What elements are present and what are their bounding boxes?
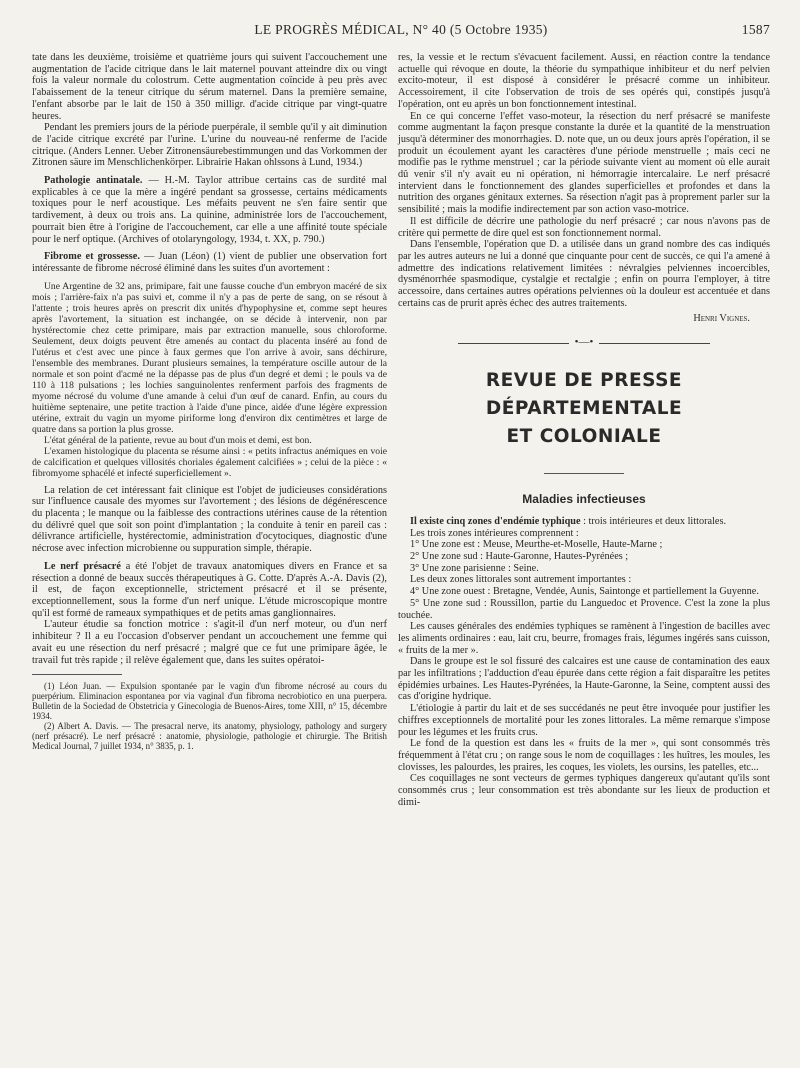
paragraph-nerve-function: L'auteur étudie sa fonction motrice : s'agit-il d'un nerf moteur, ou d'un nerf inhibiteur ? Il a eu l'occasion d'observer pendant un accouchement une femme qui avait eu une résection du nerf présacré ; malgré que ce fut une primipare âgée, le travail fut très rapide ; il relève également que, dans les suites opératoi- <box>32 619 387 666</box>
heading-fibroma-pregnancy: Fibrome et grossesse. <box>44 251 140 263</box>
case-report-body: Une Argentine de 32 ans, primipare, fait une fausse couche d'un embryon macéré de six mois ; l'arrière-faix n'a pas suivi et, comme il n'y a pas de perte de sang, on se résout à l'attente ; trois heures après on prescrit dix unités d'hypophysine et, comme sept heures après l'avortement, la situation est inchangée, on se décide à intervenir, non par hystérectomie chez cette primipare, mais par extraction manuelle, sous chloroforme. Seulement, deux doigts peuvent être amenés au contact du placenta inséré au fond de l'utérus et c'est avec une pince à faux germes que l'on arrive à avoir, sans déchirure, l'ensemble des membranes. Durant plusieurs semaines, la température oscille autour de la normale et son point d'acmé ne la dépasse pas de plus d'un degré et demi ; le pouls va de 110 à 118 pulsations ; les lochies sanguinolentes renferment parfois des fragments de myome nécrosé du volume d'une amande à celui d'un œuf de canard. Enfin, au cours du huitième septenaire, une petite traction à l'aide d'une pince, aidée d'une légère expression utérine, extrait du vagin un myome piriforme long d'environ dix centimètres et large de quatre dans sa portion la plus grosse. <box>32 280 387 435</box>
author-signature: Henri Vignes. <box>693 313 750 325</box>
paragraph-clinical-relation: La relation de cet intéressant fait clinique est l'objet de judicieuses considérations sur l'influence causale des myomes sur l'avortement ; des lésions de dégénérescence du placenta ; le manque ou la faiblesse des contractions utérines cause de la rétention du délivré quel que soit son point d'implantation ; la conduite à tenir en pareil cas : délivrance artificielle, hystérectomie, administration d'ocytociques, diagnostic d'une nécrose avec infection microbienne ou suppuration simple, thérapie. <box>32 484 387 555</box>
footnote-1: (1) Léon Juan. — Expulsion spontanée par le vagin d'un fibrome nécrosé au cours du puerpérium. Eliminacion espontanea por via vaginal d'un fibroma necrobiotico en una puerpera. Bulletin de la Sociedad de Obstetricia y Ginecologia de Buenos-Aires, tome XIII, n° 15, décembre 1934. <box>32 681 387 722</box>
page-header <box>32 22 770 42</box>
paragraph-shellfish: Ces coquillages ne sont vecteurs de germes typhiques dangereux qu'autant qu'ils sont consommés crus ; leur consommation est très abondante sur les lieux de production et dimi- <box>398 773 770 808</box>
right-column <box>398 52 770 808</box>
paragraph-etiology: L'étiologie à partir du lait et de ses succédanés ne peut être invoquée pour justifier les chiffres exceptionnels de mortalité pour les zones littorales. La même remarque s'impose pour les légumes et les fruits crus. <box>398 703 770 738</box>
section-title <box>398 367 770 451</box>
zone-item-4: 4° Une zone ouest : Bretagne, Vendée, Aunis, Saintonge et partiellement la Guyenne. <box>410 586 759 598</box>
left-column <box>32 52 387 751</box>
case-report-histology: L'examen histologique du placenta se résume ainsi : « petits infractus anémiques en voie de calcification et quelques villosités choriales également calcifiées » ; celui de la pièce : « fibromyome sphacélé et infecté superficiellement ». <box>32 445 387 479</box>
paragraph-overall-results: Dans l'ensemble, l'opération que D. a utilisée dans un grand nombre des cas indiqués par les autres auteurs ne lui a donné que cinquante pour cent de succès, ce qui l'a amené à admettre des indications relativement limitées : névralgies pelviennes incoercibles, dysménorrhée spasmodique, cystalgie et rectalgie ; enfin on pourra l'employer, à titre accessoire, dans certaines autres opérations pelviennes où la douleur est accentuée et dans certains cas de prurit après échec des autres traitements. <box>398 239 770 309</box>
subsection-heading: Maladies infectieuses <box>522 492 646 507</box>
ornament-divider: •—• <box>398 337 770 349</box>
zone-item-2: 2° Une zone sud : Haute-Garonne, Hautes-Pyrénées ; <box>410 550 629 562</box>
paragraph-general-causes: Les causes générales des endémies typhiques se ramènent à l'ingestion de bacilles avec les aliments ordinaires : eau, lait cru, beurre, fromages frais, légumes ingérés sans cuisson, « fruits de la mer ». <box>398 621 770 656</box>
zone-item-1: 1° Une zone est : Meuse, Meurthe-et-Moselle, Haute-Marne ; <box>410 539 663 551</box>
paragraph-seafood: Le fond de la question est dans les « fruits de la mer », qui sont consommés très fréquemment à l'état cru ; on range sous le nom de coquillages : les huîtres, les moules, les clovisses, les palourdes, les praires, les coques, les violets, les oursins, les patelles, etc... <box>398 738 770 773</box>
text-antenatal-pathology: — H.-M. Taylor attribue certains cas de surdité mal explicables à ce que la mère a ingéré pendant sa grossesse, certains médicaments toxiques pour le nerf acoustique. Les méfaits peuvent ne s'en faire sentir que tardivement, à deux ou trois ans. La quinine, administrée lors de l'accouchement, pourrait bien être à l'origine de l'accouchement, car elle a une affinité toute spéciale pour le nerf optique. (Archives of otolaryngology, 1934, t. XX, p. 790.) <box>32 175 387 245</box>
section-rule <box>544 473 624 474</box>
heading-antenatal-pathology: Pathologie antinatale. <box>44 175 143 187</box>
paragraph-intro: tate dans les deuxième, troisième et quatrième jours qui suivent l'accouchement une augmentation de l'acide citrique dans le lait maternel pouvant atteindre dix ou vingt fois la valeur normale du colostrum. Cette augmentation coïncide à peu près avec l'abaissement de la teneur citrique du sérum maternel. Dans la première semaine, l'enfant absorbe par le lait de 150 à 350 milligr. d'acide citrique par vingt-quatre heures. <box>32 52 387 122</box>
article-typhoid-zones <box>398 516 770 528</box>
article-antenatal-pathology <box>32 175 387 245</box>
article-presacral-nerve <box>32 561 387 620</box>
section-title-line-2: ET COLONIALE <box>506 426 662 448</box>
footnote-divider <box>32 674 122 675</box>
text-typhoid-zones: : trois intérieures et deux littorales. <box>580 515 727 527</box>
paragraph-soil-group: Dans le groupe est le sol fissuré des calcaires est une cause de contamination des eaux par les infiltrations ; l'adduction d'eau épurée dans cette région a fait disparaître les petites épidémies urbaines. Les Hautes-Pyrénées, la Haute-Garonne, la Seine, comptent aussi des cas d'origine hydrique. <box>398 656 770 703</box>
zone-item-5: 5° Une zone sud : Roussillon, partie du Languedoc et Provence. C'est la zone la plus touchée. <box>398 597 770 621</box>
case-report <box>32 281 387 479</box>
zones-interior-intro: Les trois zones intérieures comprennent : <box>410 527 579 539</box>
case-report-outcome: L'état général de la patiente, revue au bout d'un mois et demi, est bon. <box>44 434 312 446</box>
footnote-2: (2) Albert A. Davis. — The presacral nerve, its anatomy, physiology, pathology and surgery (nerf présacré). Le nerf présacré : anatomie, physiologie, pathologie et chirurgie. The British Medical Journal, 7 juillet 1934, n° 3835, p. 1. <box>32 721 387 752</box>
heading-typhoid-zones: Il existe cinq zones d'endémie typhique <box>410 515 581 527</box>
section-title-line-1: REVUE DE PRESSE DÉPARTEMENTALE <box>485 370 683 420</box>
text-presacral-nerve: a été l'objet de travaux anatomiques divers en France et sa résection a donné de beaux succès thérapeutiques à G. Cotte. D'après A.-A. Davis (2), il est, de façon exceptionnelle, strictement présacré et il se présente, exceptionnellement, sous la forme d'un nerf unique. L'étude microscopique montre qu'il est formé de rameaux sympathiques et de petits amas ganglionnaires. <box>32 560 387 619</box>
article-fibroma-pregnancy <box>32 251 387 274</box>
paragraph-pathology-difficulty: Il est difficile de décrire une pathologie du nerf présacré ; car nous n'avons pas de critère qui permette de dire quel est son fonctionnement normal. <box>398 215 770 239</box>
paragraph-continuation: res, la vessie et le rectum s'évacuent facilement. Aussi, en réaction contre la tendance actuelle qui révoque en doute, la théorie du sympathique inhibiteur et du nerf pelvien excito-moteur, il est disposé à considérer le présacré comme un inhibiteur. Accessoirement, il cite l'observation de trois de ses opérés qui, constipés jusqu'à l'opération, ont eu après un bon fonctionnement intestinal. <box>398 52 770 110</box>
heading-presacral-nerve: Le nerf présacré <box>44 560 121 572</box>
text-fibroma-pregnancy: — Juan (Léon) (1) vient de publier une observation fort intéressante de fibrome nécrosé éliminé dans les suites d'un avortement : <box>32 251 387 274</box>
zones-littoral-intro: Les deux zones littorales sont autrement importantes : <box>410 574 632 586</box>
journal-title: LE PROGRÈS MÉDICAL, N° 40 (5 Octobre 1935) <box>254 22 548 37</box>
zone-item-3: 3° Une zone parisienne : Seine. <box>410 562 539 574</box>
paragraph-citric-urine: Pendant les premiers jours de la période puerpérale, il semble qu'il y ait diminution de l'acide citrique excrété par l'urine. L'urine du nouveau-né renferme de l'acide citrique. (Anders Lenner. Ueber Zitronensäurebestimmungen und das Vorkommen der Zitronen säure im Menschlichenkörper. Librairie Hakan ohlssons à Lund, 1934.) <box>32 122 387 169</box>
paragraph-vasomotor: En ce qui concerne l'effet vaso-moteur, la résection du nerf présacré se manifeste comme augmentant la façon presque constante la durée et la quantité de la menstruation jusqu'à déterminer des monorrhagies. D. note que, un ou deux jours après l'opération, il se produit un écoulement ayant les caractères d'une période menstruelle ; mais ceci ne modifie pas le rythme menstruel ; car la période suivante vient au moment où elle aurait dû venir s'il n'y avait eu ni opération, ni hémorragie intercalaire. Le nerf présacré intervient dans le fonctionnement des glandes superficielles et profondes et dans la nutrition des organes génitaux externes. Sa résection n'agit pas à proprement parler sur la sensibilité ; mais la modifie indirectement par son action vaso-motrice. <box>398 110 770 216</box>
page-number: 1587 <box>741 22 770 37</box>
